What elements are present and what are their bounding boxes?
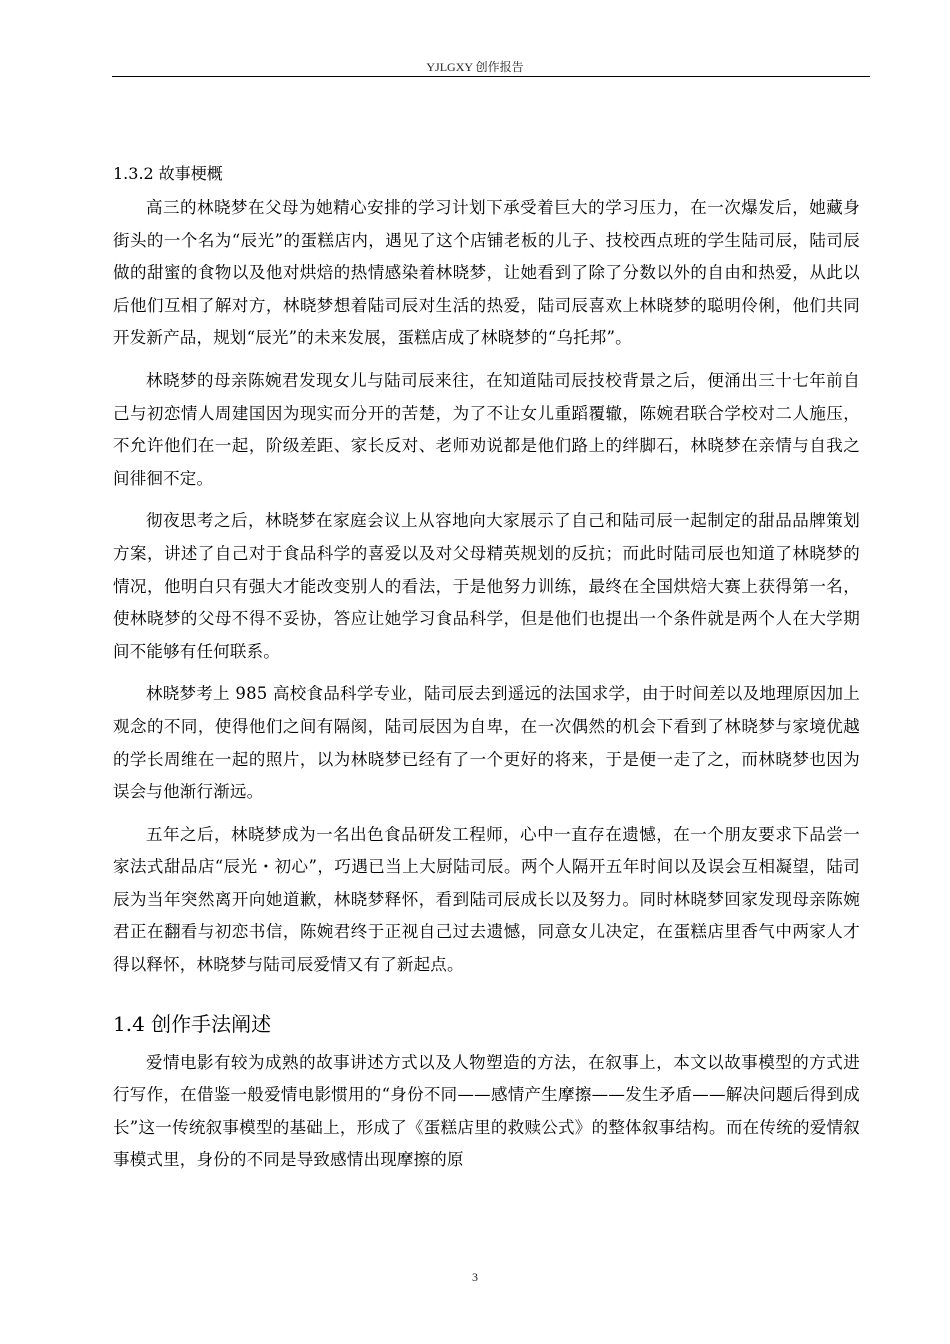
page-body	[113, 162, 860, 1187]
story-paragraph: 林晓梦的母亲陈婉君发现女儿与陆司辰来往，在知道陆司辰技校背景之后，便涌出三十七年前自己与初恋情人周建国因为现实而分开的苦楚，为了不让女儿重蹈覆辙，陈婉君联合学校对二人施压，不允许他们在一起，阶级差距、家长反对、老师劝说都是他们路上的绊脚石，林晓梦在亲情与自我之间徘徊不定。	[113, 370, 860, 488]
section-heading-1-4: 1.4 创作手法阐述	[113, 1011, 272, 1036]
running-header: YJLGXY 创作报告	[426, 60, 524, 74]
story-paragraph: 彻夜思考之后，林晓梦在家庭会议上从容地向大家展示了自己和陆司辰一起制定的甜品品牌策划方案，讲述了自己对于食品科学的喜爱以及对父母精英规划的反抗；而此时陆司辰也知道了林晓梦的情况，他明白只有强大才能改变别人的看法，于是他努力训练，最终在全国烘焙大赛上获得第一名，使林晓梦的父母不得不妥协，答应让她学习食品科学，但是他们也提出一个条件就是两个人在大学期间不能够有任何联系。	[113, 511, 860, 661]
section-heading-1-3-2: 1.3.2 故事梗概	[113, 164, 223, 183]
story-paragraph: 五年之后，林晓梦成为一名出色食品研发工程师，心中一直存在遗憾，在一个朋友要求下品尝一家法式甜品店“辰光・初心”，巧遇已当上大厨陆司辰。两个人隔开五年时间以及误会互相凝望，陆司辰为当年突然离开向她道歉，林晓梦释怀，看到陆司辰成长以及努力。同时林晓梦回家发现母亲陈婉君正在翻看与初恋书信，陈婉君终于正视自己过去遗憾，同意女儿决定，在蛋糕店里香气中两家人才得以释怀，林晓梦与陆司辰爱情又有了新起点。	[113, 824, 860, 975]
header-divider	[112, 76, 870, 77]
method-paragraph: 爱情电影有较为成熟的故事讲述方式以及人物塑造的方法，在叙事上，本文以故事模型的方式进行写作，在借鉴一般爱情电影惯用的“身份不同——感情产生摩擦——发生矛盾——解决问题后得到成长”这一传统叙事模型的基础上，形成了《蛋糕店里的救赎公式》的整体叙事结构。而在传统的爱情叙事模式里，身份的不同是导致感情出现摩擦的原	[113, 1052, 860, 1170]
page-number: 3	[472, 1270, 478, 1284]
story-paragraph: 林晓梦考上 985 高校食品科学专业，陆司辰去到遥远的法国求学，由于时间差以及地理原因加上观念的不同，使得他们之间有隔阂，陆司辰因为自卑，在一次偶然的机会下看到了林晓梦与家境优越的学长周维在一起的照片，以为林晓梦已经有了一个更好的将来，于是便一走了之，而林晓梦也因为误会与他渐行渐远。	[113, 684, 860, 802]
story-paragraph: 高三的林晓梦在父母为她精心安排的学习计划下承受着巨大的学习压力，在一次爆发后，她藏身街头的一个名为“辰光”的蛋糕店内，遇见了这个店铺老板的儿子、技校西点班的学生陆司辰，陆司辰做的甜蜜的食物以及他对烘焙的热情感染着林晓梦，让她看到了除了分数以外的自由和热爱，从此以后他们互相了解对方，林晓梦想着陆司辰对生活的热爱，陆司辰喜欢上林晓梦的聪明伶俐，他们共同开发新产品，规划“辰光”的未来发展，蛋糕店成了林晓梦的“乌托邦”。	[113, 198, 860, 348]
